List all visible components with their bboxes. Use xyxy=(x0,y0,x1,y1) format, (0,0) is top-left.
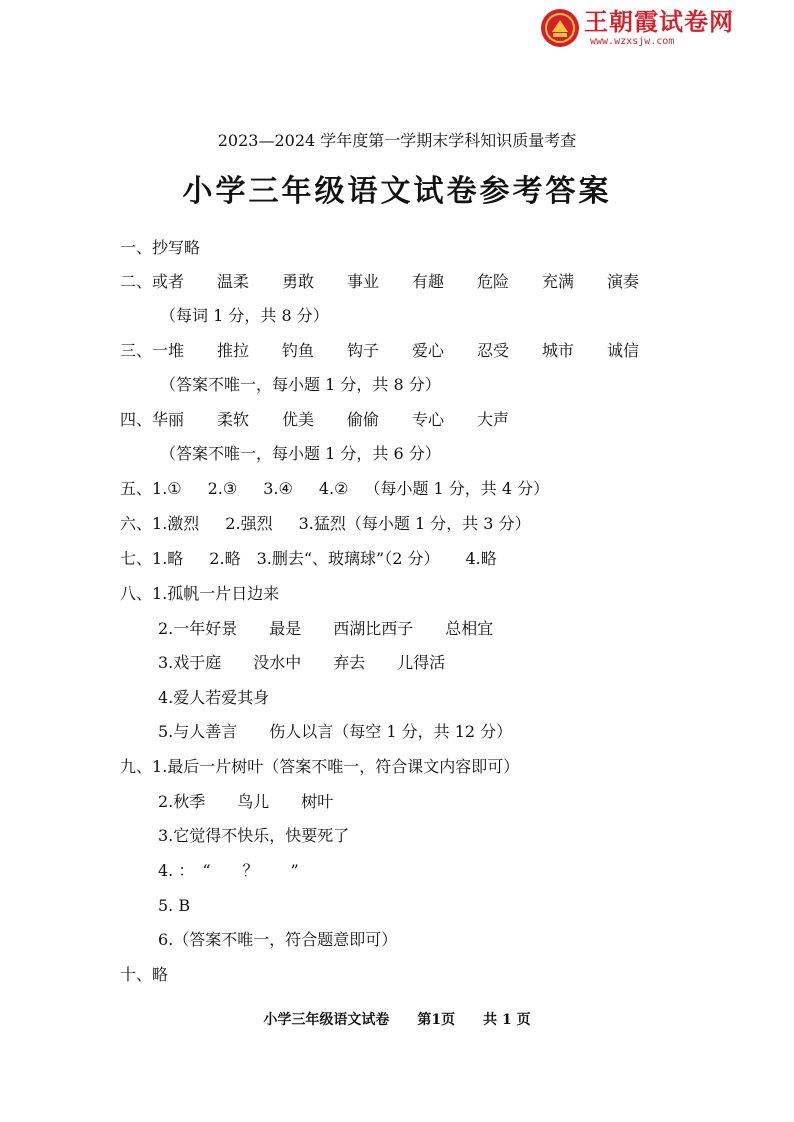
section-4-note: （答案不唯一，每小题 1 分，共 6 分） xyxy=(160,444,441,463)
section-number: 六、 xyxy=(120,514,153,533)
section-3 xyxy=(120,339,639,363)
answer-line: 3.它觉得不快乐，快要死了 xyxy=(158,826,350,845)
brand-name: 王朝霞试卷网 xyxy=(584,8,734,36)
section-8 xyxy=(120,582,279,606)
footer-total-pages: 共 1 页 xyxy=(483,1012,531,1028)
answer-word: 钩子 xyxy=(347,341,380,360)
page-footer xyxy=(0,1010,794,1030)
answer-word: 温柔 xyxy=(217,272,250,291)
section-number: 八、 xyxy=(120,584,153,603)
answer-word: 城市 xyxy=(542,341,575,360)
answer-item: 4.略 xyxy=(465,549,497,568)
answer-item: 4.② xyxy=(318,479,349,498)
answer-item: 1.① xyxy=(152,479,182,498)
section-2 xyxy=(120,270,639,294)
answer-word: 忍受 xyxy=(477,341,510,360)
answer-word: 优美 xyxy=(282,410,315,429)
answer-item: 2.略 xyxy=(209,549,241,568)
section-2-note: （每词 1 分，共 8 分） xyxy=(160,306,329,325)
answer-word: 一堆 xyxy=(152,341,185,360)
section-number: 七、 xyxy=(120,549,153,568)
answer-word: 充满 xyxy=(542,272,575,291)
answer-line: 2.一年好景 最是 西湖比西子 总相宜 xyxy=(158,619,494,638)
section-number: 一、 xyxy=(120,238,153,257)
answer-word: 勇敢 xyxy=(282,272,315,291)
answer-word: 华丽 xyxy=(152,410,185,429)
brand-url: www.wzxsjw.com xyxy=(590,36,675,47)
section-6 xyxy=(120,512,531,536)
answer-word: 推拉 xyxy=(217,341,250,360)
answer-item: 1.略 xyxy=(152,549,184,568)
answer-word: 偷偷 xyxy=(347,410,380,429)
brand-emblem-icon xyxy=(540,8,580,48)
section-number: 三、 xyxy=(120,341,153,360)
section-10 xyxy=(120,963,168,987)
section-5 xyxy=(120,477,549,501)
footer-paper-name: 小学三年级语文试卷 xyxy=(263,1012,390,1028)
answer-line: 1.最后一片树叶（答案不唯一，符合课文内容即可） xyxy=(152,757,520,776)
section-number: 十、 xyxy=(120,965,153,984)
answer-word: 大声 xyxy=(477,410,510,429)
footer-page-number: 第1页 xyxy=(417,1012,456,1028)
answer-item: 1.激烈 xyxy=(152,514,200,533)
score-note: （每小题 1 分，共 4 分） xyxy=(364,479,550,498)
page-title: 小学三年级语文试卷参考答案 xyxy=(182,174,612,209)
answer-word: 诚信 xyxy=(607,341,640,360)
answer-line: 6.（答案不唯一，符合题意即可） xyxy=(158,930,398,949)
exam-subtitle: 2023—2024 学年度第一学期末学科知识质量考查 xyxy=(217,131,577,150)
answer-word: 钓鱼 xyxy=(282,341,315,360)
section-number: 九、 xyxy=(120,757,153,776)
section-number: 五、 xyxy=(120,479,153,498)
answer-line: 4.爱人若爱其身 xyxy=(158,688,270,707)
answer-word: 危险 xyxy=(477,272,510,291)
answer-word: 爱心 xyxy=(412,341,445,360)
section-text: 略 xyxy=(152,965,169,984)
answer-word: 有趣 xyxy=(412,272,445,291)
section-1 xyxy=(120,236,200,260)
section-4 xyxy=(120,408,509,432)
answer-item: 2.③ xyxy=(207,479,238,498)
score-note: （每小题 1 分，共 3 分） xyxy=(345,514,531,533)
answer-word: 事业 xyxy=(347,272,380,291)
answer-line: 3.戏于庭 没水中 弃去 儿得活 xyxy=(158,653,446,672)
answer-line: 4. ： “ ？ ” xyxy=(158,861,299,880)
answer-word: 演奏 xyxy=(607,272,640,291)
section-7 xyxy=(120,547,497,571)
answer-word: 或者 xyxy=(152,272,185,291)
answer-word: 专心 xyxy=(412,410,445,429)
section-number: 二、 xyxy=(120,272,153,291)
section-3-note: （答案不唯一，每小题 1 分，共 8 分） xyxy=(160,375,441,394)
answer-word: 柔软 xyxy=(217,410,250,429)
answer-line: 1.孤帆一片日边来 xyxy=(152,584,280,603)
answer-item: 3.删去“、玻璃球”（2 分） xyxy=(256,549,440,568)
answer-line: 5. B xyxy=(158,896,191,915)
section-9 xyxy=(120,755,519,779)
answer-item: 3.猛烈 xyxy=(298,514,346,533)
answer-line: 2.秋季 鸟儿 树叶 xyxy=(158,792,334,811)
site-logo xyxy=(540,6,740,50)
answer-item: 2.强烈 xyxy=(225,514,273,533)
answer-item: 3.④ xyxy=(263,479,293,498)
section-text: 抄写略 xyxy=(152,238,201,257)
section-number: 四、 xyxy=(120,410,153,429)
answer-line: 5.与人善言 伤人以言（每空 1 分，共 12 分） xyxy=(158,722,513,741)
